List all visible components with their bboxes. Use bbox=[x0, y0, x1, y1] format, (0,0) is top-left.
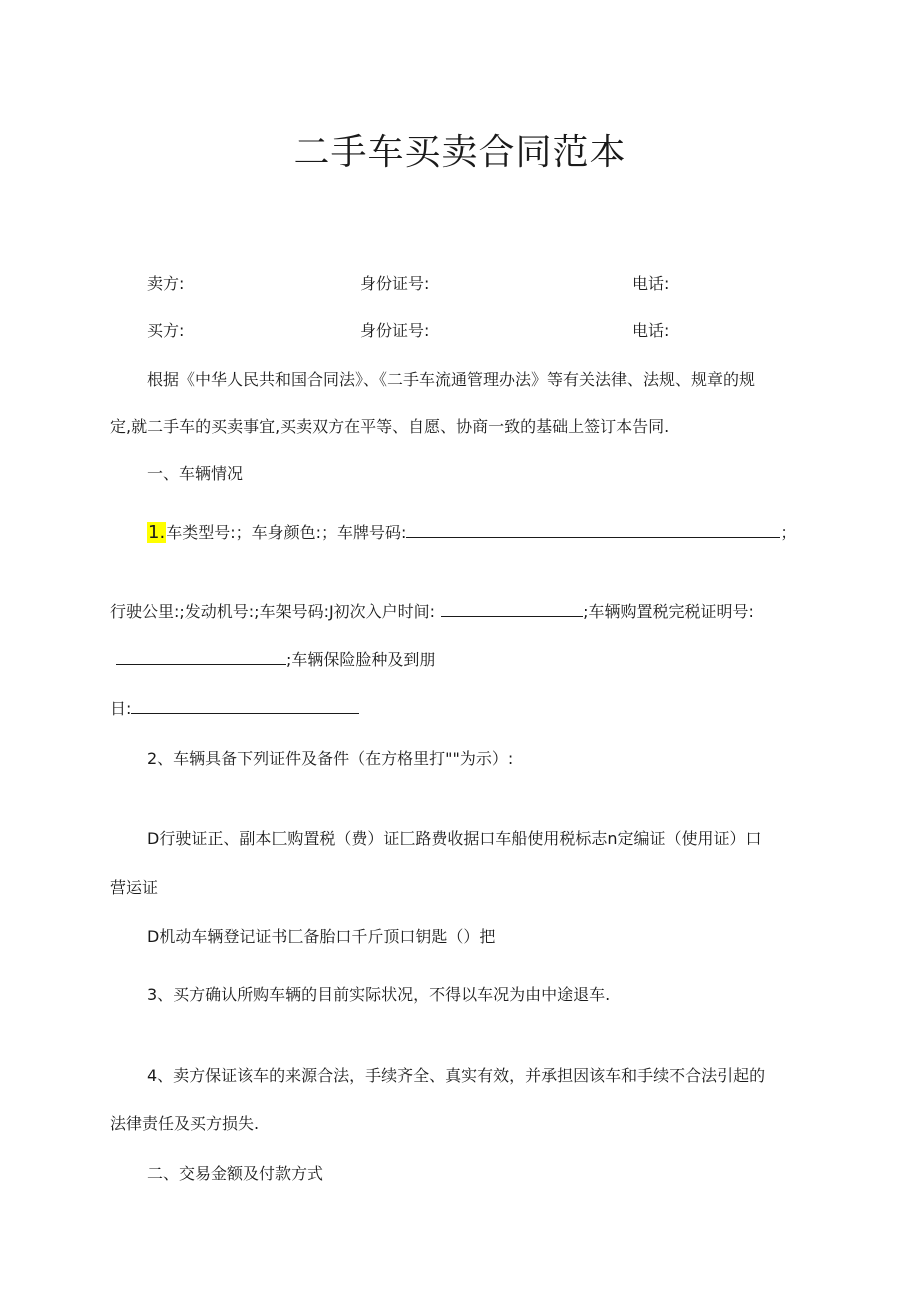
item-1-line-3-end: ;车辆保险脸种及到朋 bbox=[286, 650, 436, 669]
seller-id-label: 身份证号: bbox=[360, 274, 430, 293]
buyer-phone-label: 电话: bbox=[632, 321, 670, 340]
item-1-line-2-end: ;车辆购置税完税证明号: bbox=[583, 602, 754, 621]
item-2-line-2: 营运证 bbox=[110, 878, 159, 897]
item-1-line-2-text: 行驶公里:;发动机号:;车架号码:J初次入户时间: bbox=[110, 602, 436, 621]
document-title: 二手车买卖合同范本 bbox=[293, 132, 627, 173]
section-2-heading: 二、交易金额及付款方式 bbox=[147, 1164, 324, 1183]
insurance-expiry-blank[interactable] bbox=[131, 697, 359, 714]
item-1-line-3 bbox=[116, 648, 435, 670]
registration-date-blank[interactable] bbox=[441, 600, 583, 617]
intro-line-2: 定,就二手车的买卖事宜,买卖双方在平等、自愿、协商一致的基础上签订本告同. bbox=[110, 417, 670, 436]
intro-line-1: 根据《中华人民共和国合同法》、《二手车流通管理办法》等有关法律、法规、规章的规 bbox=[147, 370, 756, 389]
item-1-line-4 bbox=[110, 697, 359, 719]
buyer-id-label: 身份证号: bbox=[360, 321, 430, 340]
item-1-line-1 bbox=[147, 521, 796, 543]
item-1-line-2 bbox=[110, 600, 754, 622]
item-3: 3、买方确认所购车辆的目前实际状况，不得以车况为由中途退车. bbox=[147, 985, 611, 1004]
item-2-heading: 2、车辆具备下列证件及备件（在方格里打""为示）: bbox=[147, 749, 514, 768]
tax-certificate-blank[interactable] bbox=[116, 648, 286, 665]
seller-label: 卖方: bbox=[147, 274, 185, 293]
item-1-end: ； bbox=[780, 523, 797, 542]
item-2-line-3: D机动车辆登记证书匚备胎口千斤顶口钥匙（）把 bbox=[147, 927, 496, 946]
item-1-text: 车类型号:；车身颜色:；车牌号码: bbox=[166, 523, 407, 542]
item-1-number-highlight: 1. bbox=[148, 522, 166, 543]
item-4-line-1: 4、卖方保证该车的来源合法，手续齐全、真实有效，并承担因该车和手续不合法引起的 bbox=[147, 1066, 766, 1085]
plate-number-blank[interactable] bbox=[406, 521, 780, 538]
item-4-line-2: 法律责任及买方损失. bbox=[110, 1114, 260, 1133]
section-1-heading: 一、车辆情况 bbox=[147, 464, 244, 483]
buyer-label: 买方: bbox=[147, 321, 185, 340]
item-2-line-1: D行驶证正、副本匚购置税（费）证匚路费收据口车船使用税标志n定编证（使用证）口 bbox=[147, 829, 762, 848]
item-1-line-4-text: 日: bbox=[110, 699, 132, 718]
seller-phone-label: 电话: bbox=[632, 274, 670, 293]
